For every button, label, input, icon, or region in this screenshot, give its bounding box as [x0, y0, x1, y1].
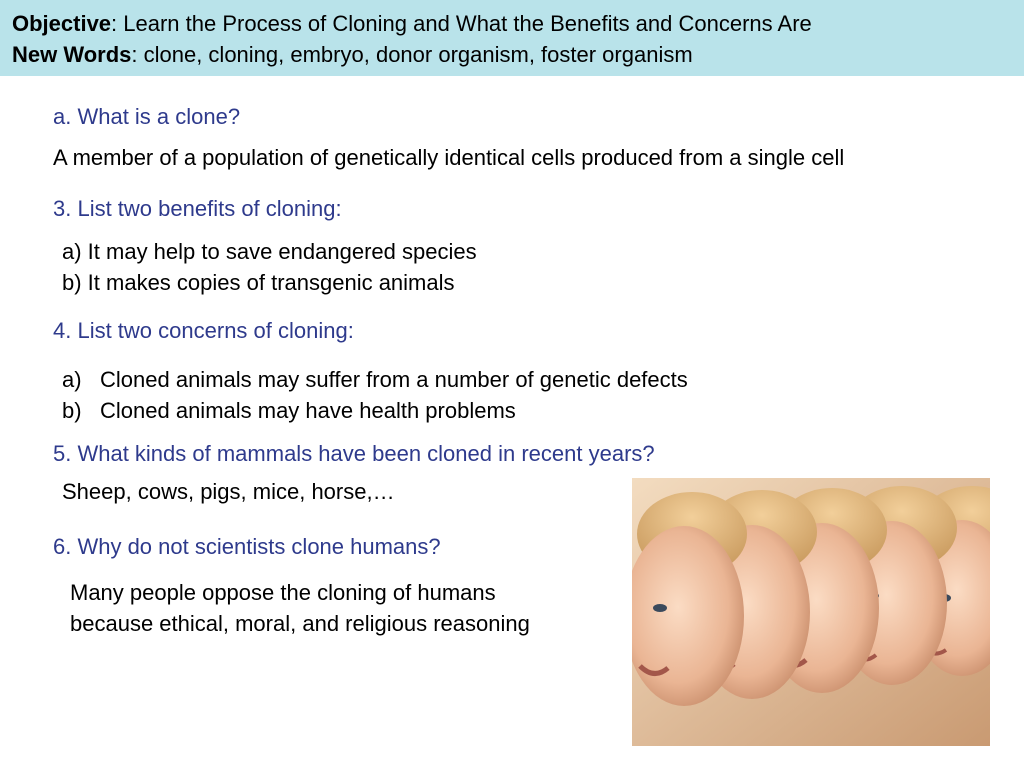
babies-illustration — [632, 478, 990, 746]
list-item-text: Cloned animals may have health problems — [100, 398, 516, 423]
objective-label: Objective — [12, 11, 112, 36]
list-item: b) It makes copies of transgenic animals — [62, 270, 455, 295]
answer-a: A member of a population of genetically identical cells produced from a single cell — [53, 145, 845, 170]
list-item: a) It may help to save endangered species — [62, 239, 477, 264]
objective-line — [12, 8, 1012, 39]
question-6: 6. Why do not scientists clone humans? — [53, 534, 441, 559]
question-4: 4. List two concerns of cloning: — [53, 318, 354, 343]
answer-5: Sheep, cows, pigs, mice, horse,… — [62, 479, 395, 504]
new-words-line — [12, 39, 1012, 70]
answer-4-list — [62, 364, 688, 426]
objective-header — [0, 0, 1024, 76]
answer-6-line: Many people oppose the cloning of humans — [70, 580, 496, 605]
new-words-text: : clone, cloning, embryo, donor organism, foster organism — [131, 42, 693, 67]
question-a: a. What is a clone? — [53, 104, 241, 129]
list-marker: a) — [62, 367, 82, 392]
answer-6-line: because ethical, moral, and religious reasoning — [70, 611, 530, 636]
list-item-text: Cloned animals may suffer from a number of genetic defects — [100, 367, 688, 392]
answer-6 — [70, 577, 530, 639]
objective-text: : Learn the Process of Cloning and What the Benefits and Concerns Are — [111, 11, 812, 36]
list-item — [62, 395, 688, 426]
list-item — [62, 364, 688, 395]
question-3: 3. List two benefits of cloning: — [53, 196, 342, 221]
question-5: 5. What kinds of mammals have been cloned in recent years? — [53, 441, 655, 466]
new-words-label: New Words — [12, 42, 132, 67]
list-marker: b) — [62, 398, 82, 423]
answer-3-list — [62, 236, 477, 298]
cloned-babies-photo — [632, 478, 990, 746]
